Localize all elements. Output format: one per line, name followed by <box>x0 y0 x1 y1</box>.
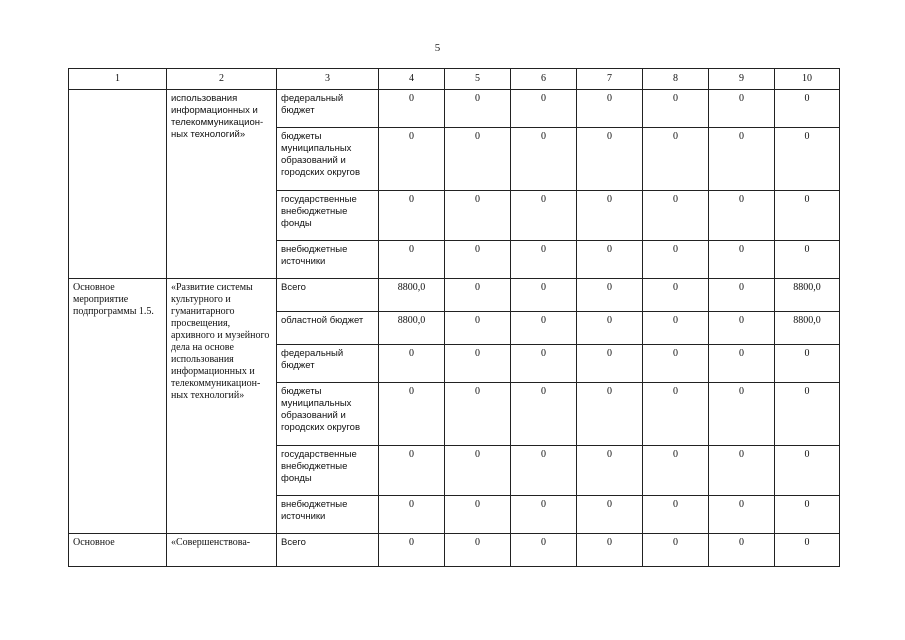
value-cell: 0 <box>709 241 775 279</box>
value-cell: 0 <box>775 345 840 383</box>
value-cell: 0 <box>643 128 709 191</box>
source-cell: областной бюджет <box>277 312 379 345</box>
value-cell: 0 <box>643 279 709 312</box>
value-cell: 0 <box>643 241 709 279</box>
value-cell: 0 <box>511 534 577 567</box>
value-cell: 0 <box>445 345 511 383</box>
value-cell: 0 <box>775 496 840 534</box>
table-row <box>69 534 840 567</box>
header-row <box>69 69 840 90</box>
value-cell: 0 <box>379 345 445 383</box>
value-cell: 0 <box>643 345 709 383</box>
value-cell: 0 <box>511 312 577 345</box>
value-cell: 0 <box>577 534 643 567</box>
source-cell: федеральный бюджет <box>277 90 379 128</box>
budget-table <box>68 68 840 567</box>
value-cell: 0 <box>577 128 643 191</box>
value-cell: 0 <box>577 446 643 496</box>
value-cell: 0 <box>445 90 511 128</box>
value-cell: 0 <box>709 128 775 191</box>
source-cell: Всего <box>277 279 379 312</box>
value-cell: 0 <box>577 312 643 345</box>
value-cell: 0 <box>775 534 840 567</box>
value-cell: 0 <box>577 90 643 128</box>
value-cell: 0 <box>709 191 775 241</box>
header-cell: 4 <box>379 69 445 90</box>
header-cell: 6 <box>511 69 577 90</box>
header-cell: 3 <box>277 69 379 90</box>
event-cell: Основное мероприятие подпрограммы 1.5. <box>69 279 167 534</box>
value-cell: 0 <box>445 191 511 241</box>
value-cell: 0 <box>709 279 775 312</box>
header-cell: 5 <box>445 69 511 90</box>
value-cell: 0 <box>577 241 643 279</box>
value-cell: 0 <box>511 191 577 241</box>
header-cell: 2 <box>167 69 277 90</box>
value-cell: 0 <box>775 446 840 496</box>
value-cell: 0 <box>445 279 511 312</box>
value-cell: 0 <box>709 496 775 534</box>
value-cell: 0 <box>709 90 775 128</box>
value-cell: 0 <box>445 383 511 446</box>
value-cell: 0 <box>643 496 709 534</box>
value-cell: 0 <box>379 383 445 446</box>
value-cell: 0 <box>643 534 709 567</box>
value-cell: 0 <box>577 496 643 534</box>
value-cell: 0 <box>775 90 840 128</box>
value-cell: 0 <box>511 446 577 496</box>
value-cell: 0 <box>643 90 709 128</box>
value-cell: 0 <box>709 383 775 446</box>
value-cell: 0 <box>775 128 840 191</box>
title-cell: «Совершенствова- <box>167 534 277 567</box>
source-cell: государственные внебюджетные фонды <box>277 191 379 241</box>
value-cell: 0 <box>379 90 445 128</box>
value-cell: 0 <box>379 496 445 534</box>
value-cell: 0 <box>709 345 775 383</box>
title-cell: использования информационных и телекоммуникацион-ных технологий» <box>167 90 277 279</box>
value-cell: 0 <box>445 128 511 191</box>
value-cell: 0 <box>775 241 840 279</box>
value-cell: 0 <box>775 383 840 446</box>
value-cell: 0 <box>511 496 577 534</box>
value-cell: 8800,0 <box>379 312 445 345</box>
value-cell: 0 <box>643 312 709 345</box>
value-cell: 0 <box>445 312 511 345</box>
value-cell: 0 <box>643 383 709 446</box>
source-cell: бюджеты муниципальных образований и городских округов <box>277 383 379 446</box>
value-cell: 0 <box>577 279 643 312</box>
source-cell: внебюджетные источники <box>277 496 379 534</box>
value-cell: 0 <box>775 191 840 241</box>
value-cell: 0 <box>379 128 445 191</box>
source-cell: государственные внебюджетные фонды <box>277 446 379 496</box>
header-cell: 9 <box>709 69 775 90</box>
source-cell: Всего <box>277 534 379 567</box>
table-row <box>69 90 840 128</box>
header-cell: 7 <box>577 69 643 90</box>
table-row <box>69 279 840 312</box>
value-cell: 0 <box>445 241 511 279</box>
value-cell: 0 <box>577 191 643 241</box>
value-cell: 0 <box>379 241 445 279</box>
source-cell: бюджеты муниципальных образований и городских округов <box>277 128 379 191</box>
value-cell: 0 <box>379 534 445 567</box>
value-cell: 0 <box>511 383 577 446</box>
header-cell: 1 <box>69 69 167 90</box>
value-cell: 0 <box>511 128 577 191</box>
value-cell: 0 <box>445 534 511 567</box>
value-cell: 0 <box>445 446 511 496</box>
value-cell: 0 <box>709 534 775 567</box>
value-cell: 0 <box>511 345 577 383</box>
value-cell: 0 <box>577 383 643 446</box>
value-cell: 0 <box>643 191 709 241</box>
event-cell: Основное <box>69 534 167 567</box>
value-cell: 0 <box>511 241 577 279</box>
title-cell: «Развитие системы культурного и гуманитарного просвещения, архивного и музейного дела на основе использования информационных и телекоммуникацион-ных технологий» <box>167 279 277 534</box>
value-cell: 0 <box>379 446 445 496</box>
value-cell: 0 <box>709 312 775 345</box>
header-cell: 10 <box>775 69 840 90</box>
value-cell: 0 <box>511 279 577 312</box>
value-cell: 8800,0 <box>775 312 840 345</box>
source-cell: внебюджетные источники <box>277 241 379 279</box>
header-cell: 8 <box>643 69 709 90</box>
value-cell: 0 <box>709 446 775 496</box>
source-cell: федеральный бюджет <box>277 345 379 383</box>
value-cell: 8800,0 <box>379 279 445 312</box>
value-cell: 0 <box>577 345 643 383</box>
value-cell: 0 <box>511 90 577 128</box>
event-cell <box>69 90 167 279</box>
page-number: 5 <box>434 42 441 54</box>
value-cell: 0 <box>379 191 445 241</box>
value-cell: 0 <box>445 496 511 534</box>
value-cell: 0 <box>643 446 709 496</box>
value-cell: 8800,0 <box>775 279 840 312</box>
